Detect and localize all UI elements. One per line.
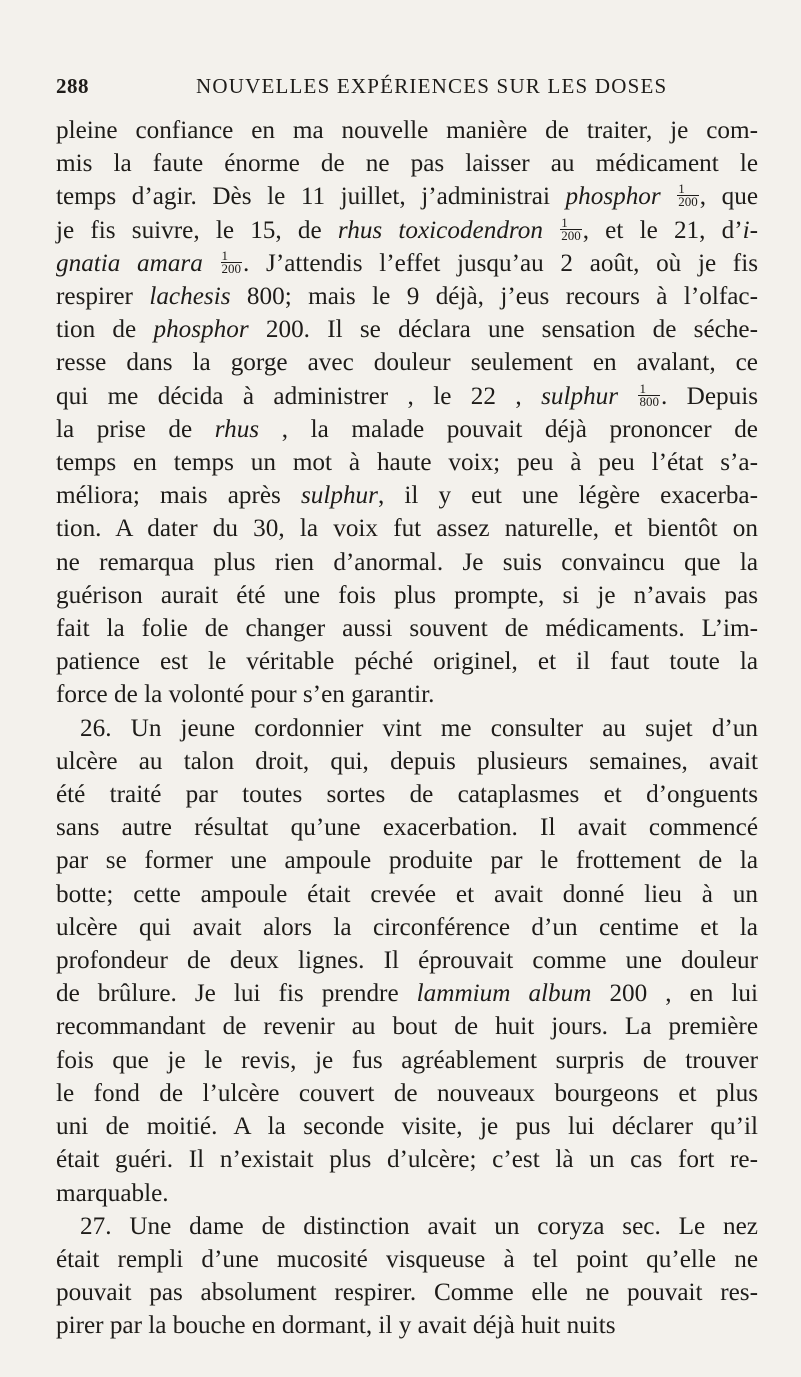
fraction-denominator: 800	[639, 393, 659, 409]
text-line	[56, 1110, 758, 1143]
fraction-denominator: 200	[678, 194, 698, 210]
italic-term: i-	[742, 216, 759, 244]
italic-term: phosphor	[153, 316, 249, 344]
text-line	[56, 1143, 758, 1176]
italic-term: lammium album	[416, 980, 592, 1008]
text-run: botte; cette ampoule était crevée et avait donné lieu à un	[56, 880, 758, 908]
text-run: uni de moitié. A la seconde visite, je pus lui déclarer qu’il	[56, 1113, 758, 1141]
text-line	[56, 1309, 758, 1342]
text-run: mis la faute énorme de ne pas laisser au médicament le	[56, 150, 758, 178]
text-run: de brûlure. Je lui fis prendre	[56, 980, 417, 1008]
text-run	[661, 183, 677, 210]
text-line	[56, 712, 758, 745]
text-run: tion. A dater du 30, la voix fut assez naturelle, et bientôt on	[56, 515, 758, 543]
text-line	[56, 1044, 758, 1077]
text-run: pleine confiance en ma nouvelle manière de traiter, je com-	[56, 117, 758, 144]
dose-fraction	[221, 247, 243, 276]
text-run	[618, 383, 637, 410]
body-text	[56, 114, 758, 1343]
italic-term: sulphur	[541, 382, 619, 410]
text-run: la prise de	[56, 415, 215, 443]
italic-term: lachesis	[149, 283, 231, 311]
italic-term: gnatia amara	[56, 249, 203, 277]
text-run: , et le 21, d’	[582, 216, 743, 244]
text-run: 26. Un jeune cordonnier vint me consulter au sujet d’un	[80, 714, 758, 742]
text-line	[56, 346, 758, 379]
text-run: recommandant de revenir au bout de huit jours. La première	[56, 1013, 758, 1041]
text-line	[56, 645, 758, 678]
text-line	[56, 778, 758, 811]
text-run: , il y eut une légère exacerba-	[377, 482, 759, 510]
text-line	[56, 446, 758, 479]
fraction-numerator: 1	[677, 183, 699, 196]
text-run: qui me décida à administrer , le 22 ,	[56, 382, 542, 410]
text-run: je fis suivre, le 15, de	[56, 216, 338, 244]
italic-term: phosphor	[565, 183, 661, 211]
text-line	[56, 280, 758, 313]
text-line	[56, 247, 758, 280]
text-line	[56, 944, 758, 977]
text-run: tion de	[56, 316, 154, 344]
text-line	[56, 413, 758, 446]
text-run: pouvait pas absolument respirer. Comme elle ne pouvait res-	[56, 1279, 758, 1307]
text-line	[56, 1010, 758, 1043]
italic-term: rhus toxicodendron	[337, 216, 543, 244]
text-run: marquable.	[56, 1179, 169, 1207]
text-line	[56, 1276, 758, 1309]
text-line	[56, 745, 758, 778]
text-line	[56, 214, 758, 247]
text-run: par se former une ampoule produite par le frottement de la	[56, 847, 758, 875]
text-run: fois que je le revis, je fus agréablement surpris de trouver	[56, 1046, 758, 1074]
text-run: temps en temps un mot à haute voix; peu à peu l’état s’a-	[56, 449, 758, 477]
text-run: 200. Il se déclara une sensation de séche-	[248, 316, 758, 344]
text-run	[203, 250, 220, 277]
text-run: profondeur de deux lignes. Il éprouvait comme une douleur	[56, 947, 758, 975]
text-run: fait la folie de changer aussi souvent de médicaments. L’im-	[56, 615, 758, 643]
text-run: guérison aurait été une fois plus prompte, si je n’avais pas	[56, 581, 758, 609]
text-line	[56, 811, 758, 844]
fraction-numerator: 1	[560, 217, 582, 230]
page-number: 288	[56, 74, 89, 98]
text-run: ulcère qui avait alors la circonférence d’un centime et la	[56, 913, 758, 941]
fraction-denominator: 200	[561, 227, 581, 243]
italic-term: rhus	[214, 415, 260, 443]
text-run: , la malade pouvait déjà prononcer de	[259, 415, 758, 443]
text-line	[56, 546, 758, 579]
text-run: force de la volonté pour s’en garantir.	[56, 681, 435, 709]
text-line	[56, 313, 758, 346]
text-line	[56, 1243, 758, 1276]
text-run: 800; mais le 9 déjà, j’eus recours à l’olfac-	[230, 283, 758, 311]
text-run: 27. Une dame de distinction avait un coryza sec. Le nez	[80, 1212, 758, 1240]
fraction-numerator: 1	[638, 383, 660, 396]
dose-fraction	[560, 214, 582, 243]
dose-fraction	[677, 183, 699, 208]
text-run: . Depuis	[660, 382, 759, 410]
text-line	[56, 512, 758, 545]
text-run: sans autre résultat qu’une exacerbation. Il avait commencé	[56, 814, 758, 842]
text-line	[56, 678, 758, 711]
text-run: le fond de l’ulcère couvert de nouveaux bourgeons et plus	[56, 1079, 758, 1107]
text-line	[56, 911, 758, 944]
text-line	[56, 380, 758, 413]
text-line	[56, 612, 758, 645]
text-line	[56, 1077, 758, 1110]
text-run: respirer	[56, 283, 150, 311]
running-title: NOUVELLES EXPÉRIENCES SUR LES DOSES	[196, 74, 668, 98]
text-line	[56, 1177, 758, 1210]
fraction-denominator: 200	[221, 260, 242, 276]
fraction-numerator: 1	[221, 250, 243, 263]
text-run	[543, 217, 559, 244]
text-run: . J’attendis l’effet jusqu’au 2 août, où je fis	[243, 249, 758, 277]
dose-fraction	[638, 380, 660, 409]
text-line	[56, 579, 758, 612]
text-run: été traité par toutes sortes de cataplasmes et d’onguents	[56, 781, 758, 809]
text-run: patience est le véritable péché originel, et il faut toute la	[56, 648, 758, 676]
text-run: temps d’agir. Dès le 11 juillet, j’administrai	[56, 183, 566, 211]
text-run: méliora; mais après	[56, 482, 301, 510]
text-run: était guéri. Il n’existait plus d’ulcère; c’est là un cas fort re-	[56, 1146, 758, 1174]
text-line	[56, 977, 758, 1010]
text-line	[56, 114, 758, 147]
italic-term: sulphur	[300, 482, 378, 510]
text-run: 200 , en lui	[591, 980, 758, 1008]
text-run: ne remarqua plus rien d’anormal. Je suis convaincu que la	[56, 548, 758, 576]
text-line	[56, 844, 758, 877]
text-line	[56, 479, 758, 512]
text-run: , que	[699, 183, 759, 211]
text-run: était rempli d’une mucosité visqueuse à tel point qu’elle ne	[56, 1245, 758, 1273]
text-line	[56, 180, 758, 213]
text-run: pirer par la bouche en dormant, il y avait déjà huit nuits	[56, 1312, 616, 1340]
text-run: ulcère au talon droit, qui, depuis plusieurs semaines, avait	[56, 747, 758, 775]
text-run: resse dans la gorge avec douleur seulement en avalant, ce	[56, 349, 758, 377]
text-line	[56, 1210, 758, 1243]
text-line	[56, 878, 758, 911]
text-line	[56, 147, 758, 180]
